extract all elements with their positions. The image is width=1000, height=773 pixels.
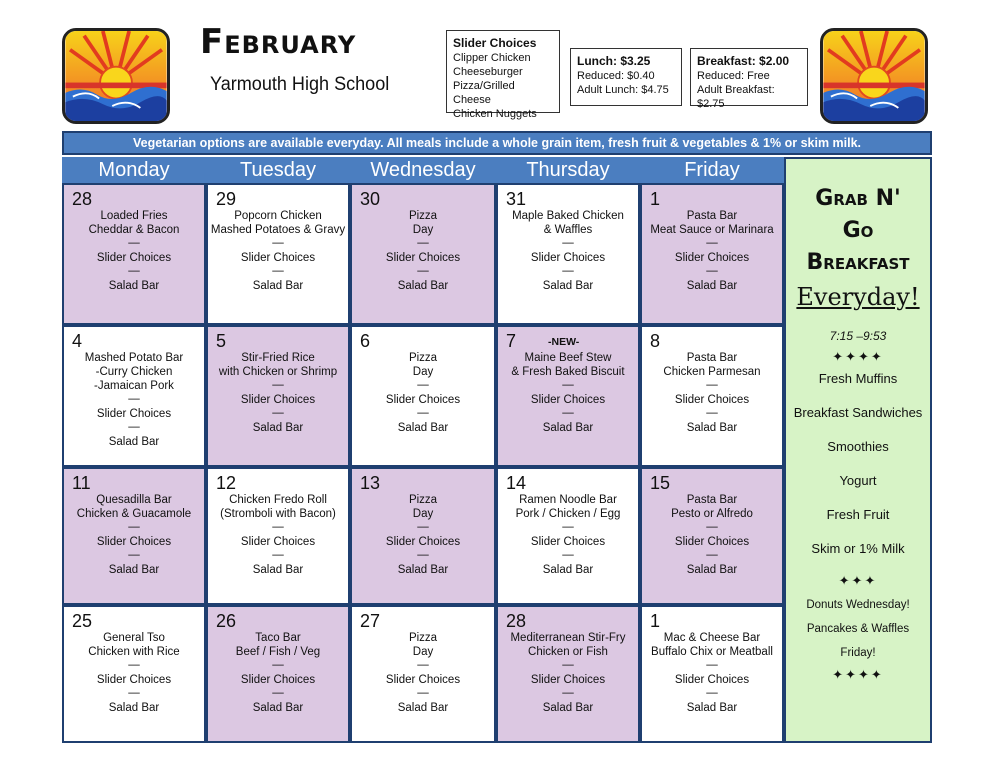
day-number: 6 xyxy=(360,331,371,351)
dash-divider: — xyxy=(128,549,140,561)
slider-choice-item: Clipper Chicken xyxy=(453,52,531,64)
menu-entree-line: Pesto or Alfredo xyxy=(671,508,753,520)
slider-choices-line: Slider Choices xyxy=(240,536,316,548)
grab-item: Smoothies xyxy=(827,439,889,454)
school-logo-right xyxy=(820,28,928,124)
sunset-wave-icon xyxy=(65,31,167,121)
menu-entree-line: Cheddar & Bacon xyxy=(88,224,180,236)
dash-divider: — xyxy=(562,237,574,249)
menu-entree-line: Chicken & Guacamole xyxy=(76,508,192,520)
dash-divider: — xyxy=(128,265,140,277)
calendar-day-cell xyxy=(62,325,206,467)
menu-entree-line: Pizza xyxy=(408,352,438,364)
day-header-tuesday: Tuesday xyxy=(206,157,350,183)
grab-everyday: Everyday! xyxy=(796,283,920,311)
day-number: 31 xyxy=(506,189,527,209)
slider-choices-line: Slider Choices xyxy=(240,674,316,686)
dash-divider: — xyxy=(417,659,429,671)
day-number: 7 xyxy=(506,331,517,351)
day-header-monday: Monday xyxy=(62,157,206,183)
slider-choices-line: Slider Choices xyxy=(385,252,461,264)
menu-entree-line: Mashed Potatoes & Gravy xyxy=(210,224,346,236)
calendar-day-cell xyxy=(350,183,496,325)
calendar-day-cell xyxy=(206,467,350,605)
grab-item: Breakfast Sandwiches xyxy=(793,405,923,420)
slider-choices-line: Slider Choices xyxy=(96,252,172,264)
slider-choice-item: Chicken Nuggets xyxy=(453,108,537,120)
calendar-day-cell xyxy=(350,467,496,605)
grab-item: Fresh Fruit xyxy=(826,507,890,522)
day-number: 28 xyxy=(506,611,527,631)
day-number: 1 xyxy=(650,189,661,209)
slider-choices-line: Slider Choices xyxy=(674,674,750,686)
dash-divider: — xyxy=(417,549,429,561)
slider-choices-line: Slider Choices xyxy=(530,674,606,686)
salad-bar-line: Salad Bar xyxy=(686,564,738,576)
dash-divider: — xyxy=(706,687,718,699)
slider-choices-line: Slider Choices xyxy=(96,674,172,686)
grab-title-line: Go xyxy=(842,218,874,243)
school-logo-left xyxy=(62,28,170,124)
menu-entree-line: Day xyxy=(412,646,434,658)
menu-entree-line: Day xyxy=(412,224,434,236)
day-header-wednesday: Wednesday xyxy=(350,157,496,183)
menu-entree-line: Pasta Bar xyxy=(686,210,738,222)
calendar-day-cell xyxy=(62,183,206,325)
slider-choice-item: Pizza/Grilled Cheese xyxy=(453,80,515,106)
dash-divider: — xyxy=(706,549,718,561)
menu-entree-line: Day xyxy=(412,366,434,378)
day-number: 11 xyxy=(72,473,91,493)
day-number: 28 xyxy=(72,189,93,209)
salad-bar-line: Salad Bar xyxy=(686,702,738,714)
calendar-day-cell xyxy=(640,605,784,743)
salad-bar-line: Salad Bar xyxy=(542,422,594,434)
salad-bar-line: Salad Bar xyxy=(252,702,304,714)
menu-entree-line: Buffalo Chix or Meatball xyxy=(651,646,773,658)
menu-entree-line: (Stromboli with Bacon) xyxy=(220,508,336,520)
dash-divider: — xyxy=(562,549,574,561)
menu-entree-line: Beef / Fish / Veg xyxy=(235,646,321,658)
slider-choices-line: Slider Choices xyxy=(530,536,606,548)
menu-entree-line: Maple Baked Chicken xyxy=(512,210,624,222)
calendar-day-cell xyxy=(640,325,784,467)
day-number: 4 xyxy=(72,331,83,351)
grab-item: Fresh Muffins xyxy=(818,371,898,386)
vegetarian-banner: Vegetarian options are available everyday. All meals include a whole grain item, fresh fruit & vegetables & 1% or skim milk. xyxy=(62,131,932,155)
dash-divider: — xyxy=(128,237,140,249)
slider-choices-box xyxy=(446,30,560,120)
calendar-day-cell xyxy=(206,183,350,325)
dash-divider: — xyxy=(272,687,284,699)
calendar-day-cell xyxy=(496,183,640,325)
grab-title-line: Grab N' xyxy=(815,186,901,211)
salad-bar-line: Salad Bar xyxy=(108,436,160,448)
menu-entree-line: Meat Sauce or Marinara xyxy=(650,224,774,236)
dash-divider: — xyxy=(417,265,429,277)
calendar-day-cell xyxy=(62,467,206,605)
salad-bar-line: Salad Bar xyxy=(542,280,594,292)
salad-bar-line: Salad Bar xyxy=(542,564,594,576)
slider-choices-line: Slider Choices xyxy=(240,252,316,264)
slider-choices-line: Slider Choices xyxy=(674,536,750,548)
dash-divider: — xyxy=(272,521,284,533)
salad-bar-line: Salad Bar xyxy=(108,564,160,576)
menu-entree-line: -Jamaican Pork xyxy=(94,380,174,392)
salad-bar-line: Salad Bar xyxy=(397,422,449,434)
calendar-day-cell xyxy=(206,605,350,743)
menu-entree-line: Pork / Chicken / Egg xyxy=(515,508,621,520)
breakfast-price-line: Adult Breakfast: $2.75 xyxy=(697,84,775,110)
dash-divider: — xyxy=(417,237,429,249)
dash-divider: — xyxy=(562,265,574,277)
salad-bar-line: Salad Bar xyxy=(542,702,594,714)
star-divider: ✦✦✦ xyxy=(838,573,878,588)
dash-divider: — xyxy=(706,521,718,533)
salad-bar-line: Salad Bar xyxy=(397,280,449,292)
slider-choices-line: Slider Choices xyxy=(385,394,461,406)
slider-choices-line: Slider Choices xyxy=(96,408,172,420)
calendar-day-cell xyxy=(640,467,784,605)
menu-entree-line: Pizza xyxy=(408,210,438,222)
grab-special: Pancakes & Waffles xyxy=(806,623,910,635)
dash-divider: — xyxy=(706,407,718,419)
day-number: 29 xyxy=(216,189,237,209)
lunch-price-title: Lunch: $3.25 xyxy=(577,54,651,68)
salad-bar-line: Salad Bar xyxy=(252,422,304,434)
menu-entree-line: Pasta Bar xyxy=(686,352,738,364)
salad-bar-line: Salad Bar xyxy=(252,280,304,292)
day-number: 26 xyxy=(216,611,237,631)
day-number: 30 xyxy=(360,189,381,209)
grab-title xyxy=(786,183,930,279)
day-number: 1 xyxy=(650,611,661,631)
slider-choices-line: Slider Choices xyxy=(674,394,750,406)
slider-choices-line: Slider Choices xyxy=(530,252,606,264)
menu-entree-line: Day xyxy=(412,508,434,520)
menu-entree-line: Pizza xyxy=(408,632,438,644)
salad-bar-line: Salad Bar xyxy=(686,280,738,292)
dash-divider: — xyxy=(128,393,140,405)
slider-choices-line: Slider Choices xyxy=(385,674,461,686)
menu-entree-line: Popcorn Chicken xyxy=(234,210,322,222)
grab-title-line: Breakfast xyxy=(806,250,910,275)
month-title: February xyxy=(200,22,357,62)
lunch-price-box xyxy=(570,48,682,106)
school-name: Yarmouth High School xyxy=(210,74,390,95)
grab-special: Friday! xyxy=(840,647,876,659)
day-number: 13 xyxy=(360,473,381,493)
breakfast-price-line: Reduced: Free xyxy=(697,70,770,82)
calendar-day-cell xyxy=(496,467,640,605)
breakfast-price-title: Breakfast: $2.00 xyxy=(697,54,790,68)
day-header-thursday: Thursday xyxy=(496,157,640,183)
day-number: 12 xyxy=(216,473,237,493)
new-badge: -NEW- xyxy=(548,336,580,348)
slider-choices-title: Slider Choices xyxy=(453,36,537,50)
day-header-friday: Friday xyxy=(640,157,784,183)
menu-entree-line: Pizza xyxy=(408,494,438,506)
menu-entree-line: General Tso xyxy=(103,632,165,644)
dash-divider: — xyxy=(272,237,284,249)
day-number: 14 xyxy=(506,473,527,493)
day-number: 8 xyxy=(650,331,661,351)
dash-divider: — xyxy=(272,265,284,277)
menu-entree-line: Quesadilla Bar xyxy=(96,494,172,506)
menu-entree-line: Pasta Bar xyxy=(686,494,738,506)
dash-divider: — xyxy=(706,265,718,277)
dash-divider: — xyxy=(706,379,718,391)
salad-bar-line: Salad Bar xyxy=(108,280,160,292)
dash-divider: — xyxy=(272,379,284,391)
dash-divider: — xyxy=(417,521,429,533)
dash-divider: — xyxy=(417,687,429,699)
dash-divider: — xyxy=(272,407,284,419)
lunch-price-line: Adult Lunch: $4.75 xyxy=(577,84,669,96)
dash-divider: — xyxy=(128,521,140,533)
salad-bar-line: Salad Bar xyxy=(686,422,738,434)
grab-special: Donuts Wednesday! xyxy=(806,599,910,611)
menu-entree-line: Chicken with Rice xyxy=(88,646,180,658)
dash-divider: — xyxy=(272,549,284,561)
menu-entree-line: Loaded Fries xyxy=(100,210,168,222)
salad-bar-line: Salad Bar xyxy=(397,564,449,576)
grab-and-go-panel xyxy=(784,157,932,743)
menu-entree-line: & Waffles xyxy=(543,224,593,236)
star-divider: ✦✦✦✦ xyxy=(832,349,884,364)
grab-item: Skim or 1% Milk xyxy=(811,541,905,556)
dash-divider: — xyxy=(272,659,284,671)
dash-divider: — xyxy=(706,237,718,249)
breakfast-price-box xyxy=(690,48,808,110)
calendar-day-cell xyxy=(496,325,640,467)
dash-divider: — xyxy=(562,521,574,533)
dash-divider: — xyxy=(417,379,429,391)
slider-choices-line: Slider Choices xyxy=(674,252,750,264)
day-number: 15 xyxy=(650,473,671,493)
menu-entree-line: Mashed Potato Bar xyxy=(84,352,184,364)
dash-divider: — xyxy=(562,659,574,671)
menu-entree-line: Mac & Cheese Bar xyxy=(663,632,761,644)
day-number: 27 xyxy=(360,611,381,631)
menu-entree-line: -Curry Chicken xyxy=(95,366,173,378)
menu-entree-line: Ramen Noodle Bar xyxy=(519,494,617,506)
menu-entree-line: Taco Bar xyxy=(255,632,301,644)
slider-choice-item: Cheeseburger xyxy=(453,66,523,78)
menu-entree-line: with Chicken or Shrimp xyxy=(218,366,338,378)
dash-divider: — xyxy=(706,659,718,671)
dash-divider: — xyxy=(562,687,574,699)
menu-entree-line: Maine Beef Stew xyxy=(524,352,612,364)
calendar-day-cell xyxy=(640,183,784,325)
menu-entree-line: Mediterranean Stir-Fry xyxy=(510,632,626,644)
slider-choices-line: Slider Choices xyxy=(530,394,606,406)
menu-entree-line: Chicken or Fish xyxy=(528,646,608,658)
sunset-wave-icon xyxy=(823,31,925,121)
calendar-day-cell xyxy=(206,325,350,467)
calendar-day-cell xyxy=(350,605,496,743)
day-number: 5 xyxy=(216,331,227,351)
menu-entree-line: Chicken Parmesan xyxy=(663,366,761,378)
dash-divider: — xyxy=(417,407,429,419)
salad-bar-line: Salad Bar xyxy=(108,702,160,714)
calendar-day-cell xyxy=(496,605,640,743)
lunch-price-line: Reduced: $0.40 xyxy=(577,70,655,82)
salad-bar-line: Salad Bar xyxy=(252,564,304,576)
menu-entree-line: Chicken Fredo Roll xyxy=(229,494,327,506)
grab-item: Yogurt xyxy=(839,473,877,488)
dash-divider: — xyxy=(562,407,574,419)
menu-entree-line: & Fresh Baked Biscuit xyxy=(511,366,625,378)
dash-divider: — xyxy=(128,659,140,671)
star-divider: ✦✦✦✦ xyxy=(832,667,884,682)
dash-divider: — xyxy=(562,379,574,391)
salad-bar-line: Salad Bar xyxy=(397,702,449,714)
slider-choices-line: Slider Choices xyxy=(385,536,461,548)
dash-divider: — xyxy=(128,421,140,433)
day-number: 25 xyxy=(72,611,93,631)
dash-divider: — xyxy=(128,687,140,699)
slider-choices-line: Slider Choices xyxy=(240,394,316,406)
grab-hours: 7:15 –9:53 xyxy=(829,329,887,343)
slider-choices-line: Slider Choices xyxy=(96,536,172,548)
menu-entree-line: Stir-Fried Rice xyxy=(241,352,315,364)
calendar-day-cell xyxy=(62,605,206,743)
calendar-day-cell xyxy=(350,325,496,467)
